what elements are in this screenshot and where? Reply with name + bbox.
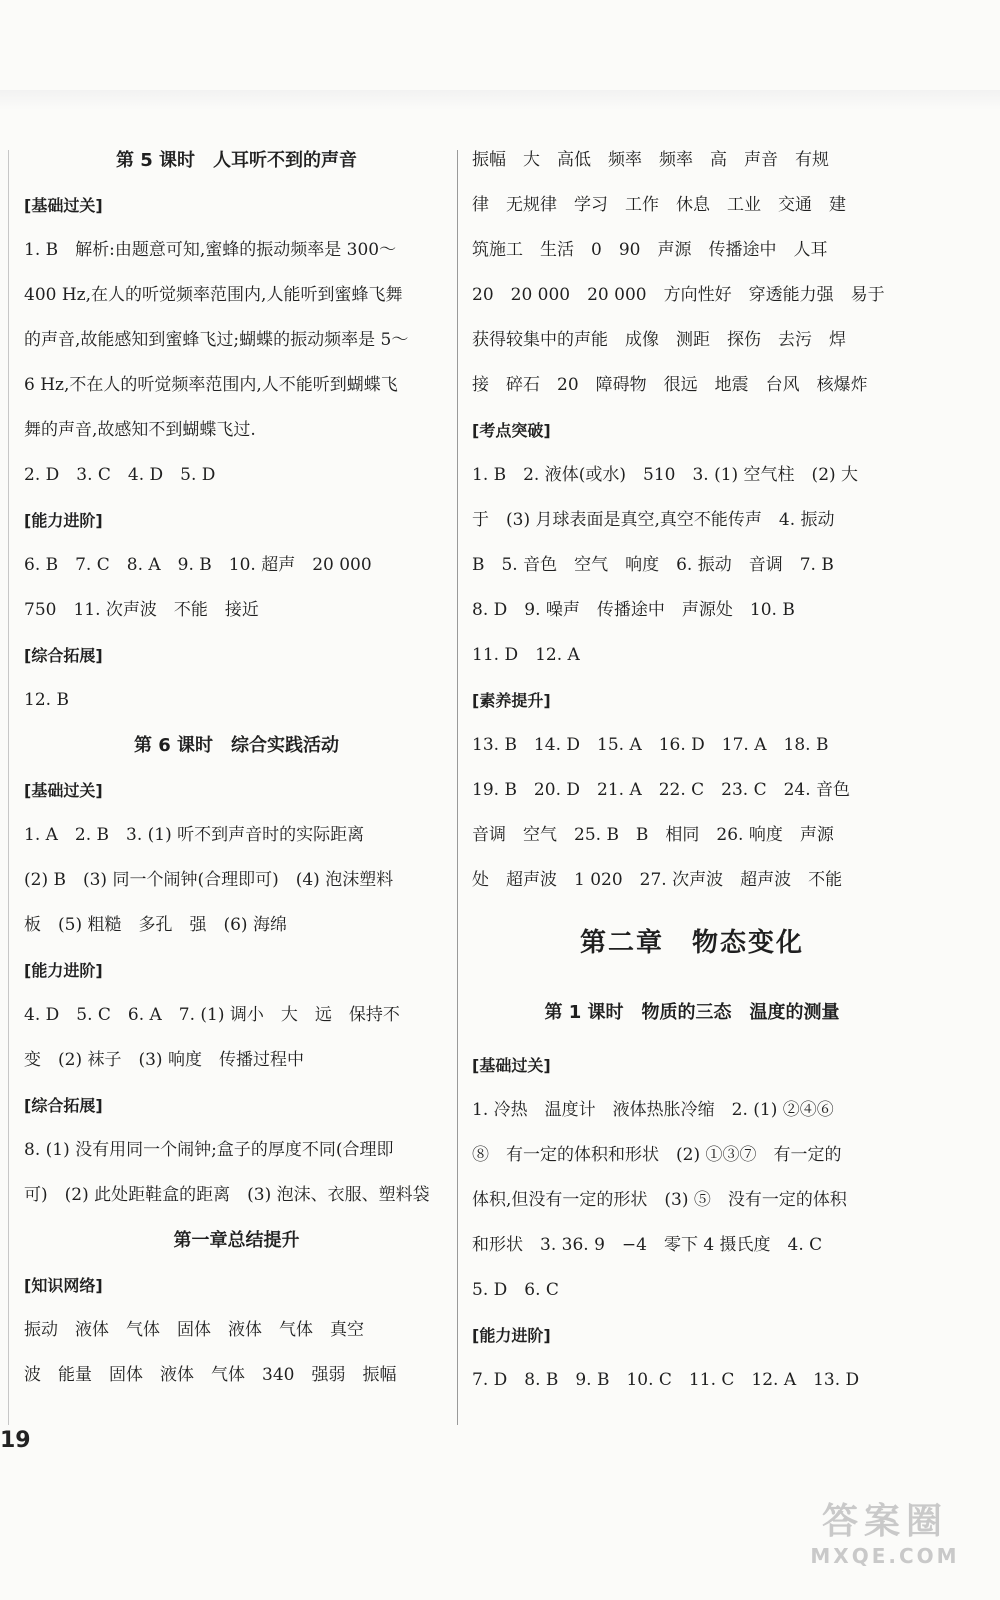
section-heading: [能力进阶]	[24, 961, 103, 980]
text-line: 振幅 大 高低 频率 频率 高 声音 有规	[472, 150, 829, 170]
watermark-top: 答案圈	[821, 1501, 948, 1542]
section-heading: [综合拓展]	[24, 646, 103, 665]
text-line: 获得较集中的声能 成像 测距 探伤 去污 焊	[472, 330, 846, 350]
text-line: 于 (3) 月球表面是真空,真空不能传声 4. 振动	[472, 510, 835, 530]
right-column	[472, 138, 912, 1403]
text-line: 8. D 9. 噪声 传播途中 声源处 10. B	[472, 600, 795, 620]
text-line: 7. D 8. B 9. B 10. C 11. C 12. A 13. D	[472, 1370, 860, 1390]
text-line: 1. A 2. B 3. (1) 听不到声音时的实际距离	[24, 825, 365, 845]
text-line: 1. 冷热 温度计 液体热胀冷缩 2. (1) ②④⑥	[472, 1100, 834, 1120]
page-number: 19	[0, 1428, 31, 1453]
text-line: 音调 空气 25. B B 相同 26. 响度 声源	[472, 825, 834, 845]
text-line: 4. D 5. C 6. A 7. (1) 调小 大 远 保持不	[24, 1005, 400, 1025]
lesson-title: 第 1 课时 物质的三态 温度的测量	[544, 1002, 840, 1023]
text-line: 20 20 000 20 000 方向性好 穿透能力强 易于	[472, 285, 885, 305]
text-line: 1. B 2. 液体(或水) 510 3. (1) 空气柱 (2) 大	[472, 465, 859, 485]
text-line: 和形状 3. 36. 9 −4 零下 4 摄氏度 4. C	[472, 1235, 823, 1255]
text-line: (2) B (3) 同一个闹钟(合理即可) (4) 泡沫塑料	[24, 870, 394, 890]
text-line: 6. B 7. C 8. A 9. B 10. 超声 20 000	[24, 555, 372, 575]
lesson-title: 第 6 课时 综合实践活动	[133, 735, 340, 756]
left-column	[24, 138, 449, 1398]
text-line: 11. D 12. A	[472, 645, 580, 665]
section-heading: [考点突破]	[472, 421, 551, 440]
section-heading: [基础过关]	[24, 196, 103, 215]
chapter-title: 第二章 物态变化	[579, 928, 804, 958]
text-line: 400 Hz,在人的听觉频率范围内,人能听到蜜蜂飞舞	[24, 285, 403, 305]
text-line: 19. B 20. D 21. A 22. C 23. C 24. 音色	[472, 780, 851, 800]
left-margin-rule	[8, 150, 9, 1425]
watermark-bottom: MXQE.COM	[810, 1544, 960, 1568]
text-line: 5. D 6. C	[472, 1280, 559, 1300]
text-line: 接 碎石 20 障碍物 很远 地震 台风 核爆炸	[472, 375, 868, 395]
lesson-title: 第一章总结提升	[173, 1230, 300, 1251]
section-heading: [综合拓展]	[24, 1096, 103, 1115]
text-line: 处 超声波 1 020 27. 次声波 超声波 不能	[472, 870, 843, 890]
text-line: 体积,但没有一定的形状 (3) ⑤ 没有一定的体积	[472, 1190, 847, 1210]
text-line: 振动 液体 气体 固体 液体 气体 真空	[24, 1320, 364, 1340]
section-heading: [基础过关]	[472, 1056, 551, 1075]
text-line: 12. B	[24, 690, 69, 710]
text-line: 筑施工 生活 0 90 声源 传播途中 人耳	[472, 240, 828, 260]
section-heading: [基础过关]	[24, 781, 103, 800]
section-heading: [素养提升]	[472, 691, 551, 710]
text-line: 变 (2) 袜子 (3) 响度 传播过程中	[24, 1050, 304, 1070]
text-line: 波 能量 固体 液体 气体 340 强弱 振幅	[24, 1365, 397, 1385]
text-line: 6 Hz,不在人的听觉频率范围内,人不能听到蝴蝶飞	[24, 375, 398, 395]
text-line: 2. D 3. C 4. D 5. D	[24, 465, 216, 485]
text-line: 律 无规律 学习 工作 休息 工业 交通 建	[472, 195, 846, 215]
text-line: 可) (2) 此处距鞋盒的距离 (3) 泡沫、衣服、塑料袋	[24, 1185, 430, 1205]
text-line: B 5. 音色 空气 响度 6. 振动 音调 7. B	[472, 555, 834, 575]
text-line: 舞的声音,故感知不到蝴蝶飞过.	[24, 420, 256, 440]
lesson-title: 第 5 课时 人耳听不到的声音	[115, 150, 358, 171]
text-line: ⑧ 有一定的体积和形状 (2) ①③⑦ 有一定的	[472, 1145, 842, 1165]
text-line: 13. B 14. D 15. A 16. D 17. A 18. B	[472, 735, 829, 755]
section-heading: [能力进阶]	[24, 511, 103, 530]
column-divider	[457, 150, 458, 1425]
text-line: 750 11. 次声波 不能 接近	[24, 600, 259, 620]
text-line: 1. B 解析:由题意可知,蜜蜂的振动频率是 300～	[24, 240, 397, 260]
watermark-logo	[800, 1500, 970, 1580]
section-heading: [知识网络]	[24, 1276, 103, 1295]
text-line: 8. (1) 没有用同一个闹钟;盒子的厚度不同(合理即	[24, 1140, 394, 1160]
text-line: 板 (5) 粗糙 多孔 强 (6) 海绵	[24, 915, 287, 935]
section-heading: [能力进阶]	[472, 1326, 551, 1345]
page-top-shadow	[0, 90, 1000, 110]
text-line: 的声音,故能感知到蜜蜂飞过;蝴蝶的振动频率是 5～	[24, 330, 409, 350]
